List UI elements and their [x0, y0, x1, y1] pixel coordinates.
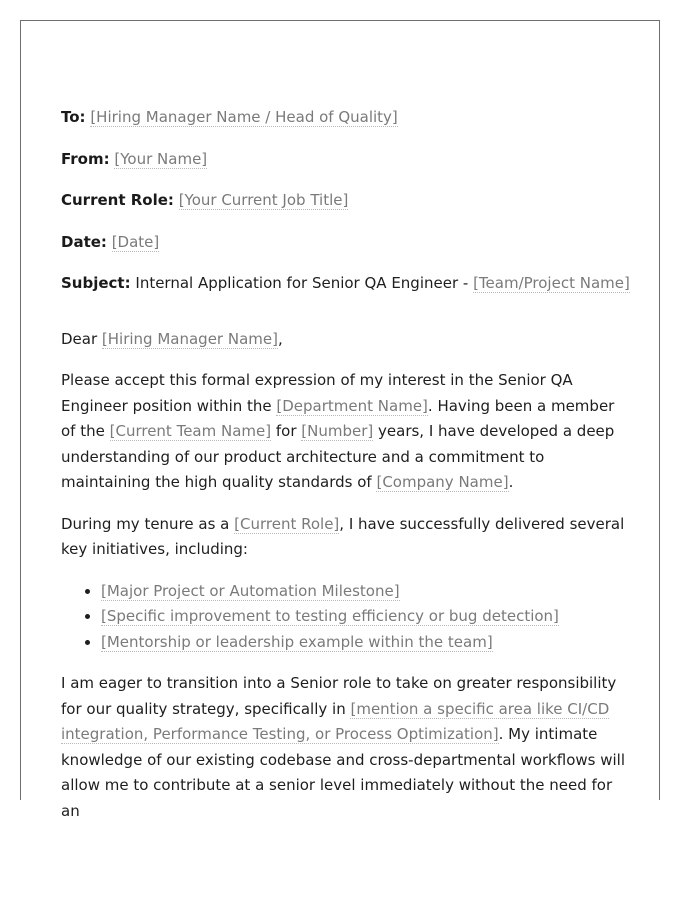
subject-text: Internal Application for Senior QA Engineer - [135, 274, 474, 292]
document-page [20, 20, 660, 820]
list-item [101, 579, 631, 605]
current-role-inline-placeholder: [Current Role] [234, 514, 340, 533]
salutation [61, 327, 631, 353]
subject-line [61, 271, 631, 297]
initiatives-list [61, 579, 631, 656]
para3-text-1: I am eager to transition into a Senior role to take on greater responsibility for our quality strategy, specifically in [61, 674, 617, 718]
from-line [61, 147, 631, 173]
focus-area-placeholder: [mention a specific area like CI/CD integration, Performance Testing, or Process Optimization] [61, 699, 610, 743]
para1-text-2: . Having been a member of the [61, 396, 615, 440]
current-role-placeholder: [Your Current Job Title] [178, 191, 349, 209]
department-placeholder: [Department Name] [276, 396, 428, 415]
bullet-placeholder-2: [Specific improvement to testing efficiency or bug detection] [101, 607, 559, 625]
list-item [101, 630, 631, 656]
paragraph-senior-role [61, 671, 631, 824]
team-name-placeholder: [Current Team Name] [109, 422, 272, 440]
date-placeholder: [Date] [111, 232, 160, 251]
paragraph-interest [61, 368, 631, 496]
para1-text-3: for [271, 422, 302, 440]
from-label: From: [61, 149, 110, 168]
paragraph-tenure [61, 512, 631, 563]
salutation-name-placeholder: [Hiring Manager Name] [101, 329, 278, 348]
bullet-placeholder-3: [Mentorship or leadership example within the team] [101, 632, 493, 651]
company-placeholder: [Company Name] [376, 473, 509, 491]
subject-label: Subject: [61, 274, 131, 292]
to-placeholder: [Hiring Manager Name / Head of Quality] [90, 108, 398, 126]
subject-placeholder: [Team/Project Name] [473, 274, 630, 292]
current-role-label: Current Role: [61, 191, 174, 209]
from-placeholder: [Your Name] [114, 149, 208, 168]
list-item [101, 604, 631, 630]
para1-text-1: Please accept this formal expression of my interest in the Senior QA Engineer position within the [61, 371, 573, 415]
para3-text-2: . My intimate knowledge of our existing codebase and cross-departmental workflows will allow me to contribute at a senior level immediately without the need for an [61, 725, 625, 820]
para1-text-5: . [508, 473, 514, 491]
years-placeholder: [Number] [301, 422, 374, 440]
bullet-placeholder-1: [Major Project or Automation Milestone] [101, 581, 400, 600]
to-line [61, 105, 631, 131]
para2-text-2: , I have successfully delivered several key initiatives, including: [61, 514, 625, 558]
to-label: To: [61, 108, 86, 126]
para1-text-4: years, I have developed a deep understanding of our product architecture and a commitment to maintaining the high quality standards of [61, 422, 615, 491]
memo-content [61, 105, 631, 840]
salutation-suffix: , [277, 329, 283, 348]
para2-text-1: During my tenure as a [61, 514, 235, 533]
current-role-line [61, 188, 631, 214]
date-line [61, 230, 631, 256]
salutation-prefix: Dear [61, 329, 102, 348]
date-label: Date: [61, 232, 107, 251]
